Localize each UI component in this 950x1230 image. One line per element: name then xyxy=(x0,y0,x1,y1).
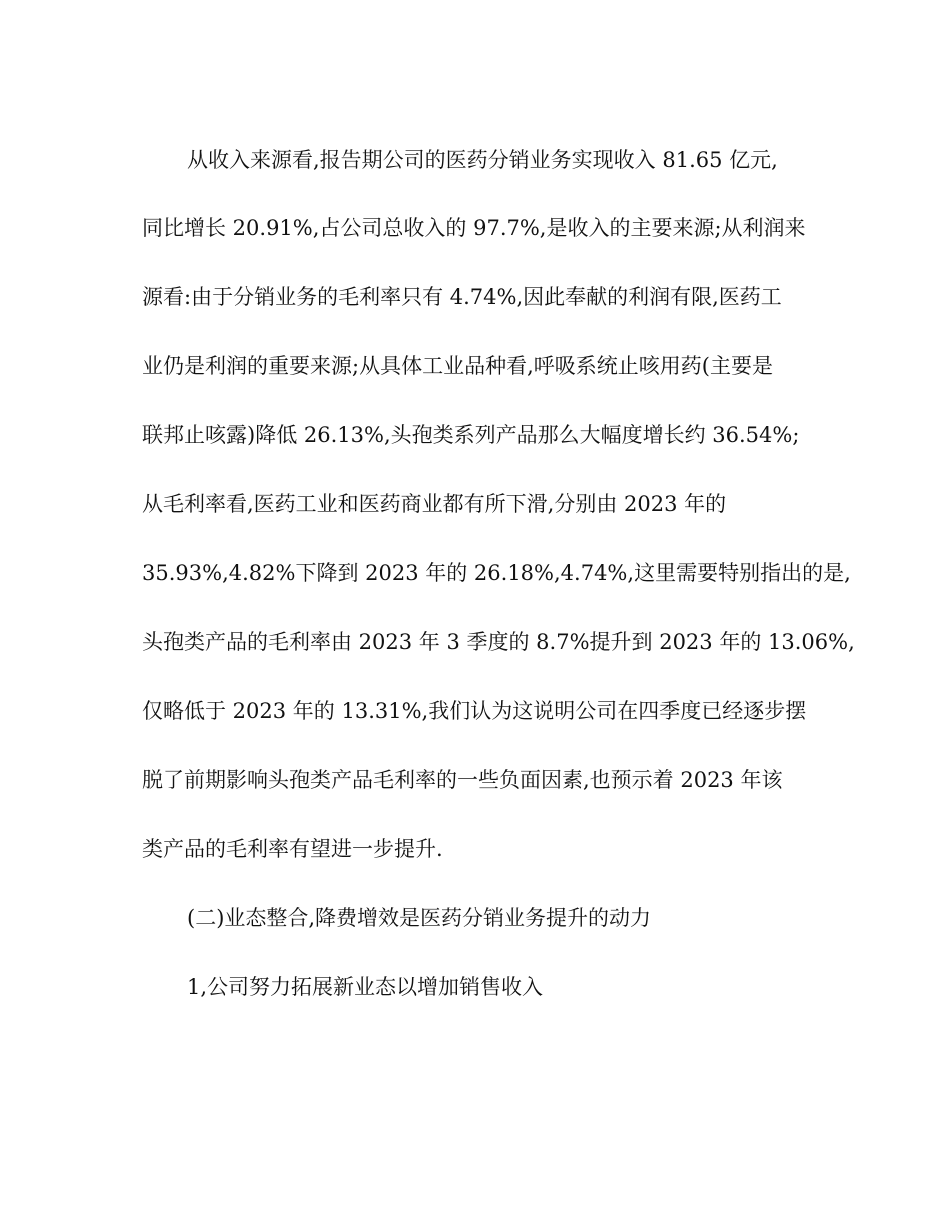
paragraph-line-7: 35.93%,4.82%下降到 2023 年的 26.18%,4.74%,这里需要特别指出的是, xyxy=(142,561,851,585)
paragraph-line-8: 头孢类产品的毛利率由 2023 年 3 季度的 8.7%提升到 2023 年的 13.06%, xyxy=(142,630,855,654)
paragraph-line-11: 类产品的毛利率有望进一步提升. xyxy=(142,837,443,861)
paragraph-line-2: 同比增长 20.91%,占公司总收入的 97.7%,是收入的主要来源;从利润来 xyxy=(142,216,806,240)
paragraph-line-4: 业仍是利润的重要来源;从具体工业品种看,呼吸系统止咳用药(主要是 xyxy=(142,354,773,378)
paragraph-line-1: 从收入来源看,报告期公司的医药分销业务实现收入 81.65 亿元, xyxy=(187,148,778,172)
paragraph-line-9: 仅略低于 2023 年的 13.31%,我们认为这说明公司在四季度已经逐步摆 xyxy=(142,699,807,723)
paragraph-line-10: 脱了前期影响头孢类产品毛利率的一些负面因素,也预示着 2023 年该 xyxy=(142,768,783,792)
section-heading: (二)业态整合,降费增效是医药分销业务提升的动力 xyxy=(187,906,652,930)
paragraph-line-6: 从毛利率看,医药工业和医药商业都有所下滑,分别由 2023 年的 xyxy=(142,492,727,516)
paragraph-line-3: 源看:由于分销业务的毛利率只有 4.74%,因此奉献的利润有限,医药工 xyxy=(142,285,782,309)
subheading: 1,公司努力拓展新业态以增加销售收入 xyxy=(187,975,544,999)
paragraph-line-5: 联邦止咳露)降低 26.13%,头孢类系列产品那么大幅度增长约 36.54%; xyxy=(142,423,800,447)
